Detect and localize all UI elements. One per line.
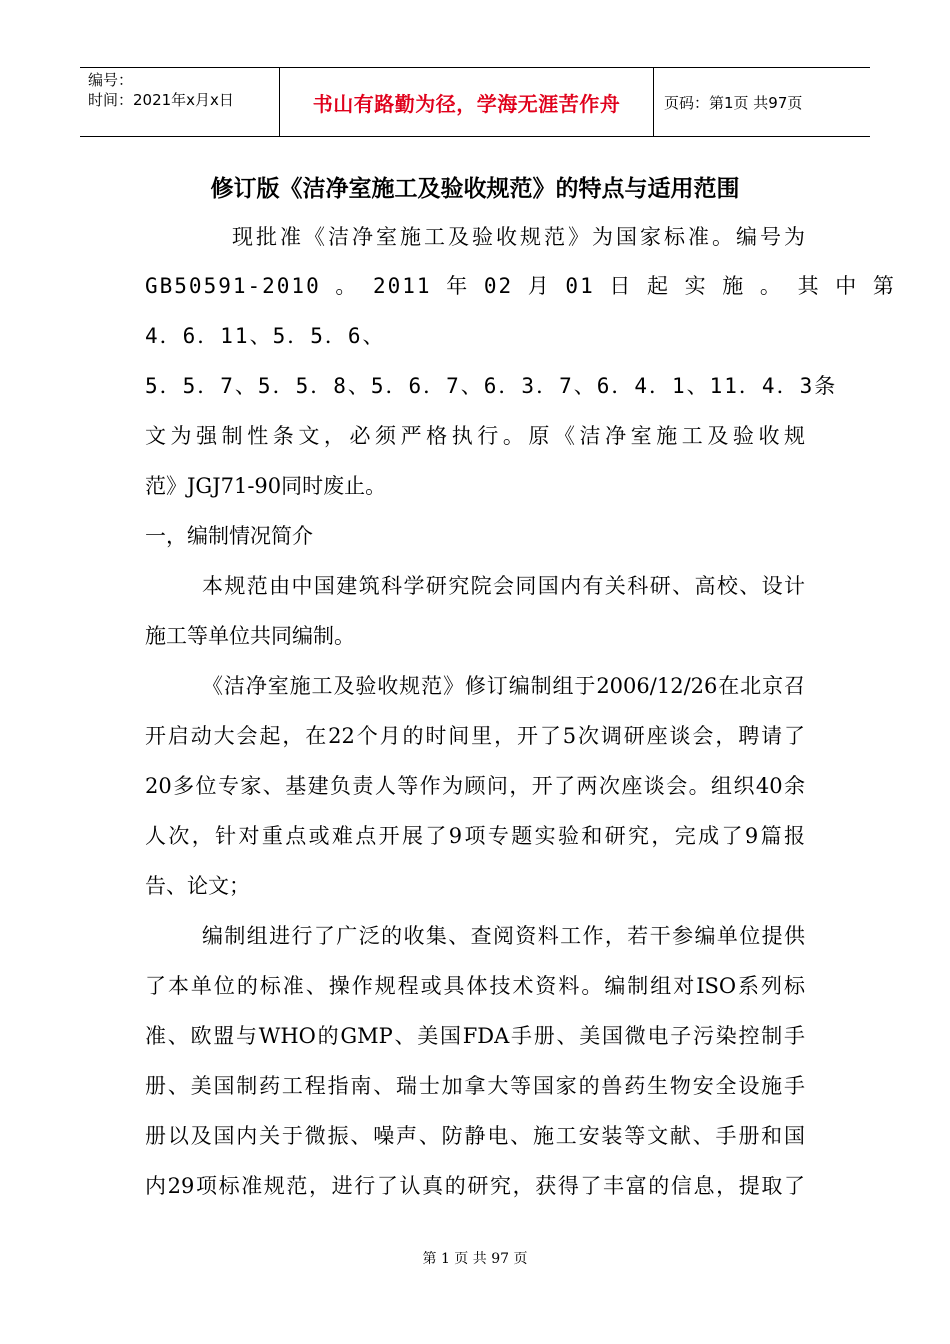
body-line: 了本单位的标准、操作规程或具体技术资料。编制组对ISO系列标 [145, 974, 805, 998]
body-line: 册、美国制药工程指南、瑞士加拿大等国家的兽药生物安全设施手 [145, 1074, 805, 1098]
body-line: 本规范由中国建筑科学研究院会同国内有关科研、高校、设计 [202, 574, 805, 598]
header-meta [80, 68, 280, 136]
header-motto: 书山有路勤为径，学海无涯苦作舟 [312, 91, 621, 116]
body-line: 范》JGJ71-90同时废止。 [145, 474, 387, 498]
body-line: 4．6．11、5．5．6、 [145, 324, 386, 348]
page-header [80, 67, 870, 137]
header-time-label: 时间：2021年x月x日 [88, 91, 234, 109]
document-title: 修订版《洁净室施工及验收规范》的特点与适用范围 [210, 176, 740, 202]
header-motto-cell [280, 68, 654, 136]
body-line: 文为强制性条文，必须严格执行。原《洁净室施工及验收规 [145, 424, 805, 448]
body-line: 开启动大会起，在22个月的时间里，开了5次调研座谈会，聘请了 [145, 724, 805, 748]
header-number-label: 编号： [88, 71, 134, 89]
header-page-label: 页码：第1页 共97页 [664, 93, 803, 112]
body-line: 人次，针对重点或难点开展了9项专题实验和研究，完成了9篇报 [145, 824, 805, 848]
body-line: 告、论文； [145, 874, 250, 898]
header-page-cell [654, 68, 870, 136]
body-line: 5．5．7、5．5．8、5．6．7、6．3．7、6．4．1、11．4．3条 [145, 374, 838, 398]
body-line: 内29项标准规范，进行了认真的研究，获得了丰富的信息，提取了 [145, 1174, 805, 1198]
body-line: 册以及国内关于微振、噪声、防静电、施工安装等文献、手册和国 [145, 1124, 805, 1148]
body-line: 编制组进行了广泛的收集、查阅资料工作，若干参编单位提供 [202, 924, 805, 948]
body-line: 施工等单位共同编制。 [145, 624, 355, 648]
body-line: 现批准《洁净室施工及验收规范》为国家标准。编号为 [232, 225, 805, 249]
body-line: 《洁净室施工及验收规范》修订编制组于2006/12/26在北京召 [202, 674, 805, 698]
body-line: 20多位专家、基建负责人等作为顾问，开了两次座谈会。组织40余 [145, 774, 805, 798]
body-line: 准、欧盟与WHO的GMP、美国FDA手册、美国微电子污染控制手 [145, 1024, 805, 1048]
section-heading: 一，编制情况简介 [145, 524, 313, 548]
body-line: GB50591-2010 。 2011 年 02 月 01 日 起 实 施 。 其 中 第 [145, 274, 896, 298]
page-footer: 第 1 页 共 97 页 [422, 1251, 528, 1267]
